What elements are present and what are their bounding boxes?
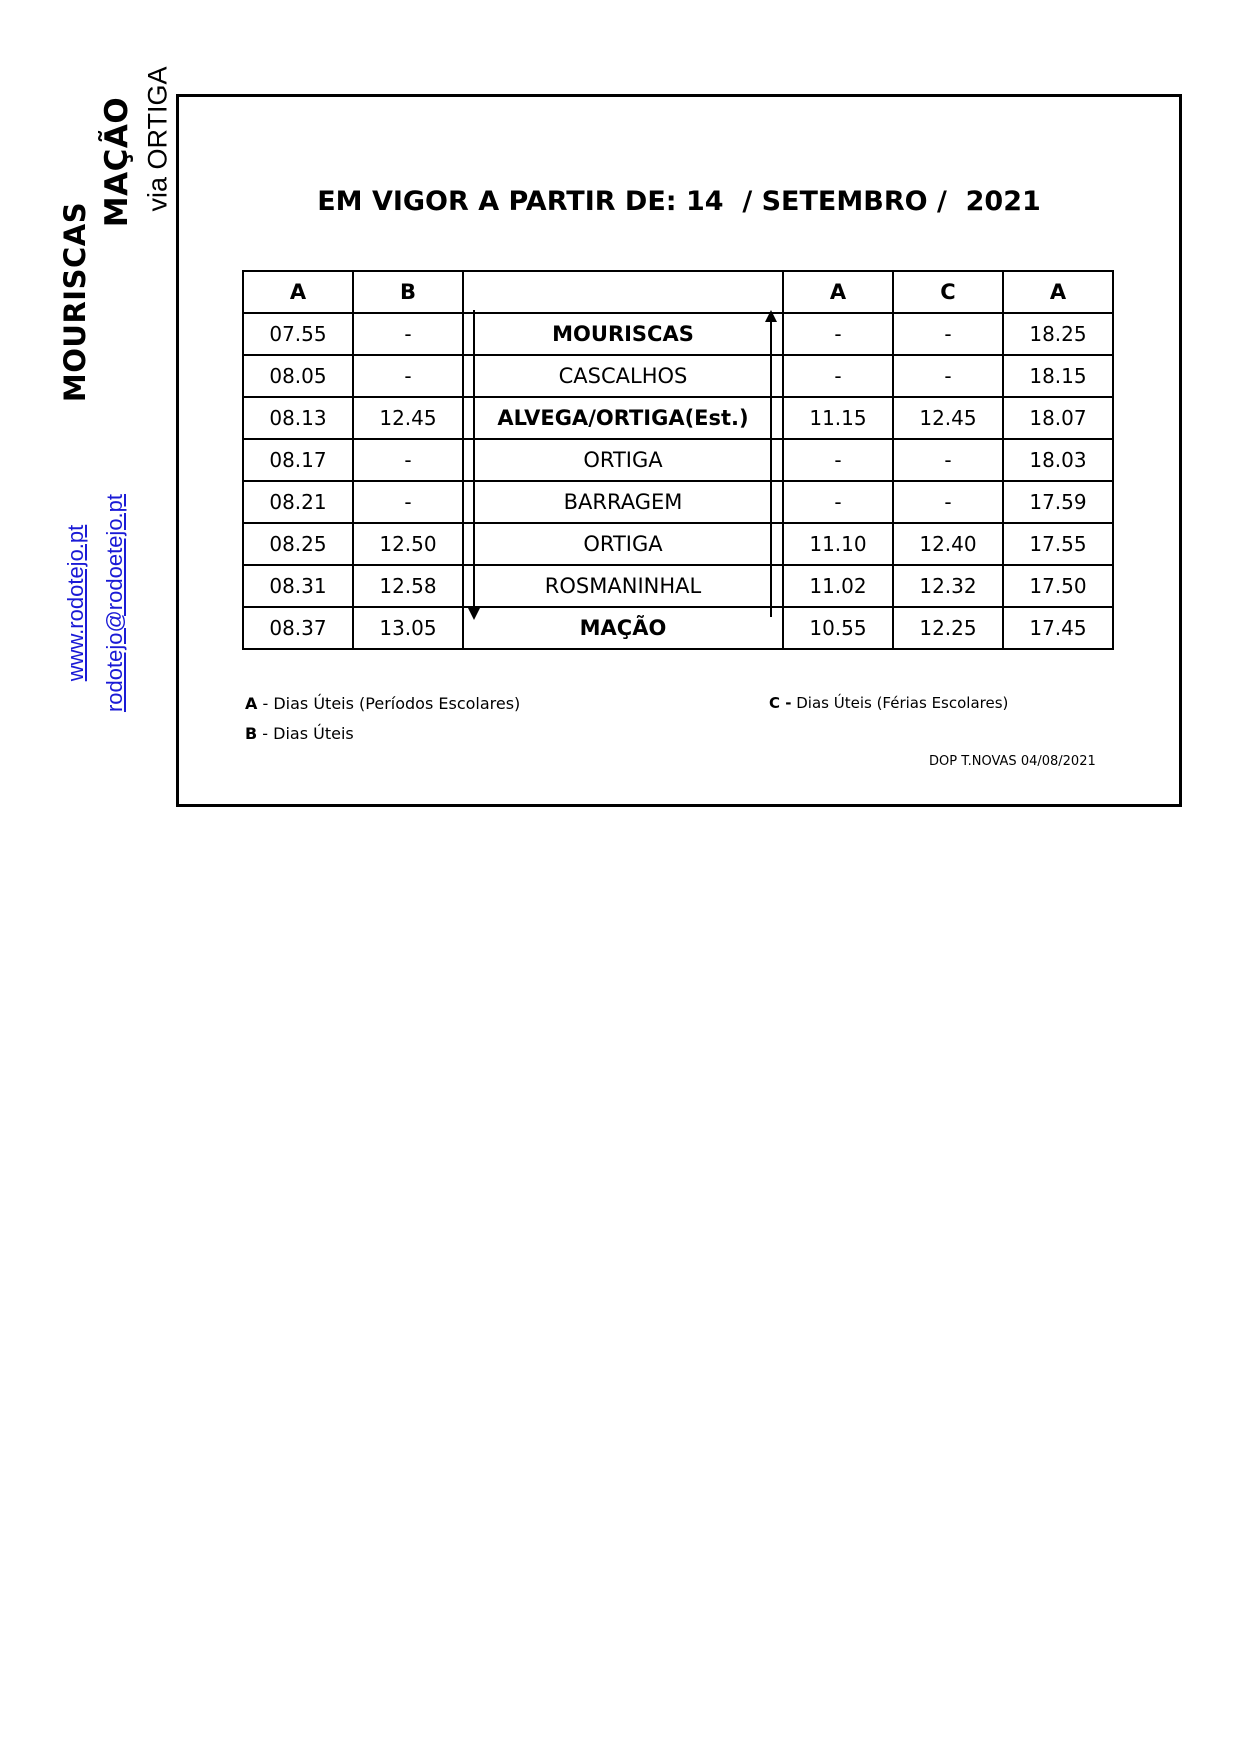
table-row [243,439,1113,481]
stop-name: BARRAGEM [463,481,783,523]
legend-key: C - [769,694,792,712]
stop-name: MOURISCAS [463,313,783,355]
time-cell: - [353,439,463,481]
time-cell: 11.10 [783,523,893,565]
table-row [243,565,1113,607]
column-header: C [893,271,1003,313]
stop-name: ORTIGA [463,523,783,565]
time-cell: 08.05 [243,355,353,397]
table-row [243,355,1113,397]
stop-name: MAÇÃO [463,607,783,649]
time-cell: 08.17 [243,439,353,481]
time-cell: 08.21 [243,481,353,523]
time-cell: 12.45 [893,397,1003,439]
legend-b [245,724,354,743]
timetable-frame [176,94,1182,807]
timetable [242,270,1114,650]
header-row [243,271,1113,313]
legend-text: Dias Úteis (Férias Escolares) [791,694,1009,712]
legend-key: A [245,694,258,713]
time-cell: 12.25 [893,607,1003,649]
time-cell: - [893,439,1003,481]
time-cell: - [893,355,1003,397]
legend-a [245,694,520,713]
time-cell: - [353,313,463,355]
time-cell: - [893,313,1003,355]
time-cell: 08.25 [243,523,353,565]
stop-name: ROSMANINHAL [463,565,783,607]
document-reference: DOP T.NOVAS 04/08/2021 [929,754,1096,769]
column-header: A [243,271,353,313]
time-cell: - [353,481,463,523]
arrow-down-icon [468,310,480,620]
website-link[interactable]: www.rodotejo.pt [63,524,88,682]
time-cell: 17.50 [1003,565,1113,607]
legend-text: - Dias Úteis [257,724,354,743]
time-cell: - [783,439,893,481]
time-cell: - [783,355,893,397]
time-cell: 08.31 [243,565,353,607]
table-row [243,481,1113,523]
time-cell: 12.45 [353,397,463,439]
time-cell: - [893,481,1003,523]
time-cell: 13.05 [353,607,463,649]
arrow-up-icon [765,310,777,617]
stop-name: CASCALHOS [463,355,783,397]
time-cell: 18.15 [1003,355,1113,397]
column-header: A [1003,271,1113,313]
time-cell: 17.59 [1003,481,1113,523]
time-cell: - [783,481,893,523]
time-cell: 12.40 [893,523,1003,565]
time-cell: 07.55 [243,313,353,355]
time-cell: 12.50 [353,523,463,565]
legend-text: - Dias Úteis (Períodos Escolares) [257,694,521,713]
column-header: A [783,271,893,313]
stops-header [463,271,783,313]
time-cell: 18.25 [1003,313,1113,355]
time-cell: - [783,313,893,355]
legend-key: B [245,724,258,743]
table-row [243,523,1113,565]
time-cell: - [353,355,463,397]
legend-c [769,694,1008,712]
time-cell: 12.58 [353,565,463,607]
time-cell: 17.45 [1003,607,1113,649]
table-row [243,397,1113,439]
table-row [243,313,1113,355]
route-origin: MOURISCAS [58,201,92,403]
time-cell: 11.15 [783,397,893,439]
time-cell: 18.03 [1003,439,1113,481]
route-via: via ORTIGA [142,66,173,212]
time-cell: 12.32 [893,565,1003,607]
table-row [243,607,1113,649]
stop-name: ORTIGA [463,439,783,481]
time-cell: 18.07 [1003,397,1113,439]
time-cell: 10.55 [783,607,893,649]
route-destination: MAÇÃO [99,96,135,228]
stop-name: ALVEGA/ORTIGA(Est.) [463,397,783,439]
time-cell: 17.55 [1003,523,1113,565]
time-cell: 08.37 [243,607,353,649]
time-cell: 11.02 [783,565,893,607]
time-cell: 08.13 [243,397,353,439]
column-header: B [353,271,463,313]
page-title: EM VIGOR A PARTIR DE: 14 / SETEMBRO / 2021 [317,186,1041,217]
email-link[interactable]: rodotejo@rodoetejo.pt [102,493,127,713]
